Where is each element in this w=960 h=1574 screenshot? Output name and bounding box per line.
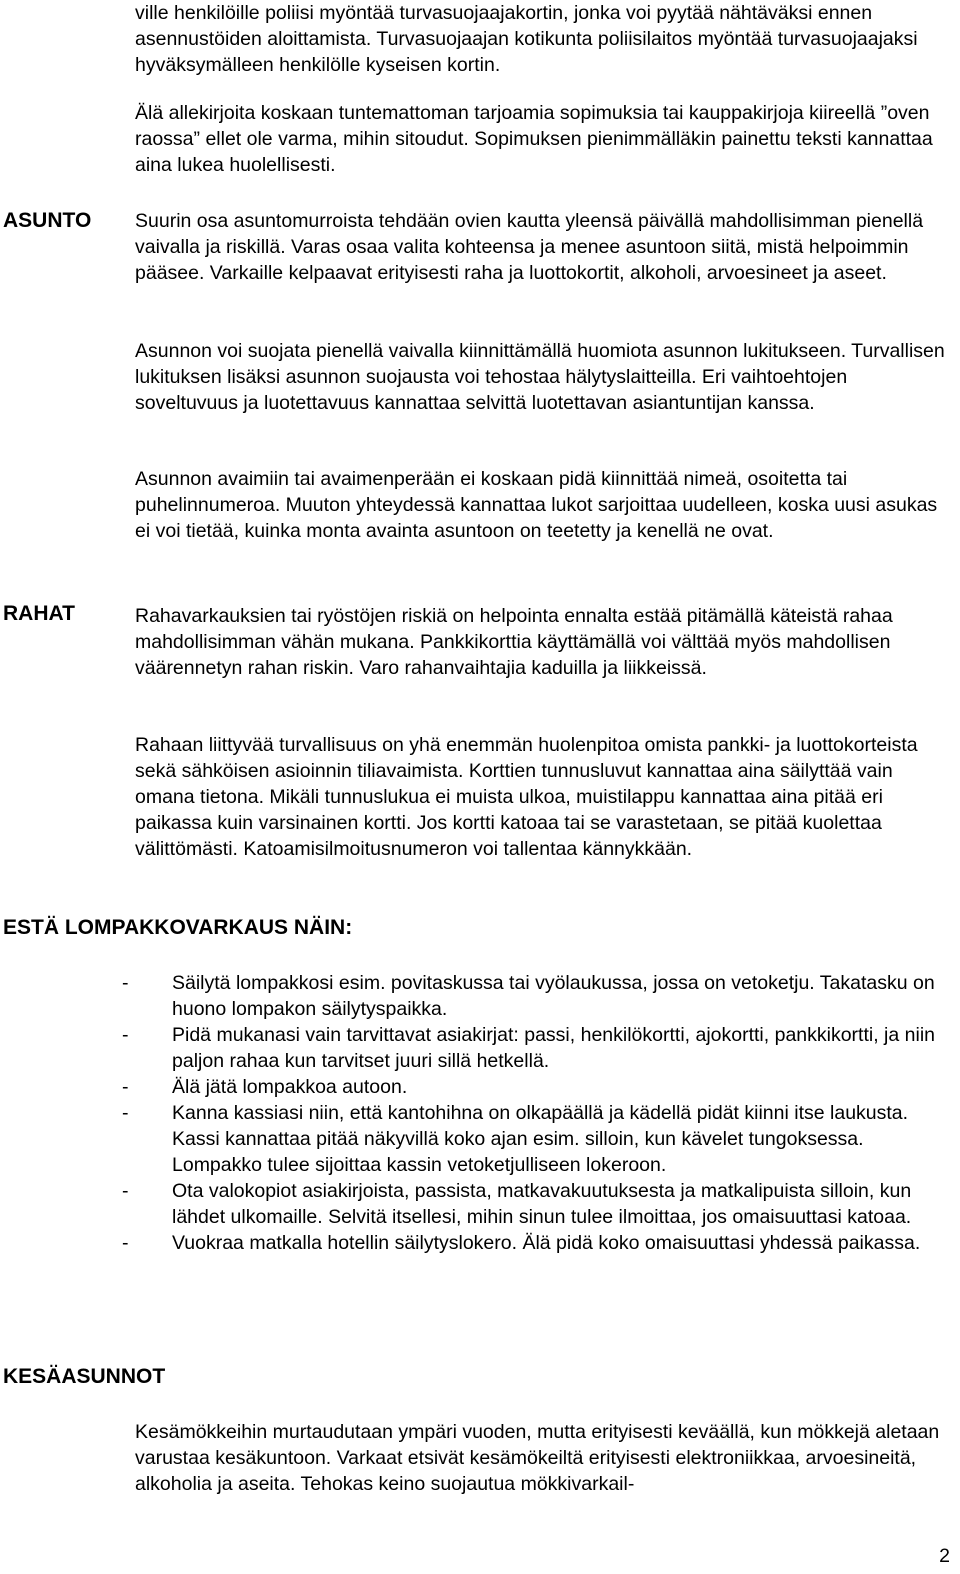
asunto-paragraph-3: Asunnon avaimiin tai avaimenperään ei koskaan pidä kiinnittää nimeä, osoitetta tai puhelinnumeroa. Muuton yhteydessä kannattaa lukot sarjoittaa uudelleen, koska uusi asukas ei voi tietää, kuinka monta avainta asuntoon on teetetty ja kenellä ne ovat. (135, 468, 938, 542)
section-heading-kesaasunnot: KESÄASUNNOT (3, 1365, 166, 1388)
rahat-paragraph-2: Rahaan liittyvää turvallisuus on yhä enemmän huolenpitoa omista pankki- ja luottokorteista sekä sähköisen asioinnin tiliavaimista. Korttien tunnusluvut kannattaa aina säilyttää vain omana tietona. Mikäli tunnuslukua ei muista ulkoa, muistilappu kannattaa aina pitää eri paikassa kuin varsinainen kortti. Jos kortti katoaa tai se varastetaan, se pitää kuolettaa välittömästi. Katoamisilmoitusnumeron voi tallentaa kännykkään. (135, 734, 918, 860)
list-item-text: Vuokraa matkalla hotellin säilytyslokero. Älä pidä koko omaisuuttasi yhdessä paikassa. (172, 1232, 921, 1254)
list-dash: - (122, 1232, 129, 1254)
intro-paragraph-2: Älä allekirjoita koskaan tuntemattoman tarjoamia sopimuksia tai kauppakirjoja kiireellä ”oven raossa” ellet ole varma, mihin sitoudut. Sopimuksen pienimmälläkin painettu teksti kannattaa aina lukea huolellisesti. (135, 102, 933, 176)
section-label-rahat: RAHAT (3, 602, 75, 625)
asunto-paragraph-1: Suurin osa asuntomurroista tehdään ovien kautta yleensä päivällä mahdollisimman pienellä vaivalla ja riskillä. Varas osaa valita kohteensa ja menee asuntoon siitä, mistä helpoimmin pääsee. Varkaille kelpaavat erityisesti raha ja luottokortit, alkoholi, arvoesineet ja aseet. (135, 210, 924, 284)
list-item-text: Kanna kassiasi niin, että kantohihna on olkapäällä ja kädellä pidät kiinni itse laukusta. Kassi kannattaa pitää näkyvillä koko ajan esim. silloin, kun kävelet tungoksessa. Lompakko tulee sijoittaa kassin vetoketjulliseen lokeroon. (172, 1102, 909, 1176)
kesaasunnot-paragraph-1: Kesämökkeihin murtaudutaan ympäri vuoden, mutta erityisesti keväällä, kun mökkejä aletaan varustaa kesäkuntoon. Varkaat etsivät kesämökeiltä erityisesti elektroniikkaa, arvoesineitä, alkoholia ja aseita. Tehokas keino suojautua mökkivarkail- (135, 1421, 940, 1495)
lompakko-list (122, 970, 952, 1256)
list-dash: - (122, 1102, 129, 1124)
list-item (122, 1100, 952, 1178)
page-number: 2 (939, 1545, 950, 1567)
list-item (122, 1178, 952, 1230)
list-item (122, 1074, 952, 1100)
list-item (122, 1022, 952, 1074)
list-dash: - (122, 1024, 129, 1046)
list-item (122, 1230, 952, 1256)
asunto-paragraph-2: Asunnon voi suojata pienellä vaivalla kiinnittämällä huomiota asunnon lukitukseen. Turvallisen lukituksen lisäksi asunnon suojausta voi tehostaa hälytyslaitteilla. Eri vaihtoehtojen soveltuvuus ja luotettavuus kannattaa selvittä luotettavan asiantuntijan kanssa. (135, 340, 945, 414)
list-item-text: Pidä mukanasi vain tarvittavat asiakirjat: passi, henkilökortti, ajokortti, pankkikortti, ja niin paljon rahaa kun tarvitset juuri sillä hetkellä. (172, 1024, 936, 1072)
list-dash: - (122, 972, 129, 994)
section-heading-lompakko: ESTÄ LOMPAKKOVARKAUS NÄIN: (3, 916, 353, 939)
list-item-text: Älä jätä lompakkoa autoon. (172, 1076, 408, 1098)
list-dash: - (122, 1076, 129, 1098)
list-dash: - (122, 1180, 129, 1202)
intro-paragraph-1: ville henkilöille poliisi myöntää turvasuojaajakortin, jonka voi pyytää nähtäväksi ennen asennustöiden aloittamista. Turvasuojaajan kotikunta poliisilaitos myöntää turvasuojaajaksi hyväksymälleen henkilölle kyseisen kortin. (135, 2, 918, 76)
section-label-asunto: ASUNTO (3, 209, 92, 232)
list-item-text: Ota valokopiot asiakirjoista, passista, matkavakuutuksesta ja matkalipuista silloin, kun lähdet ulkomaille. Selvitä itsellesi, mihin sinun tulee ilmoittaa, jos omaisuuttasi katoaa. (172, 1180, 912, 1228)
rahat-paragraph-1: Rahavarkauksien tai ryöstöjen riskiä on helpointa ennalta estää pitämällä käteistä rahaa mahdollisimman vähän mukana. Pankkikorttia käyttämällä voi välttää myös mahdollisen väärennetyn rahan riskin. Varo rahanvaihtajia kaduilla ja liikkeissä. (135, 605, 893, 679)
list-item (122, 970, 952, 1022)
list-item-text: Säilytä lompakkosi esim. povitaskussa tai vyölaukussa, jossa on vetoketju. Takatasku on huono lompakon säilytyspaikka. (172, 972, 935, 1020)
